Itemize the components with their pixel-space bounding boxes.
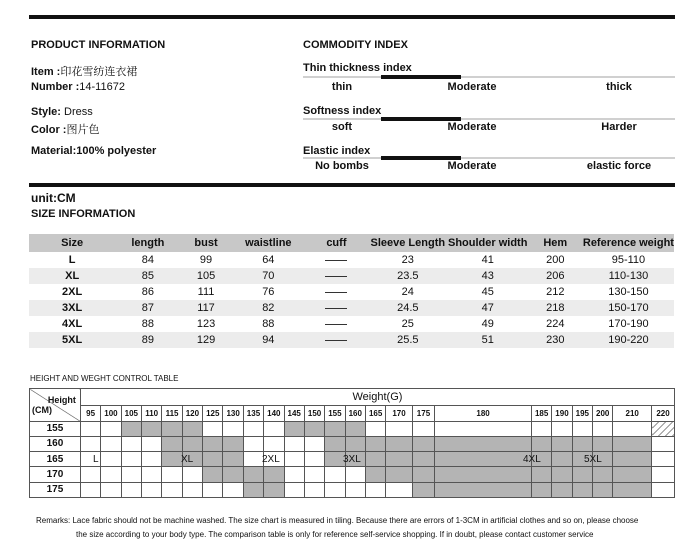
hw-cell <box>264 467 284 482</box>
hw-cell <box>325 436 345 451</box>
size-cell: 4XL <box>62 318 83 330</box>
hw-cell <box>243 467 263 482</box>
table-cell: 123 <box>196 318 216 330</box>
hw-cell <box>162 436 182 451</box>
table-row <box>29 268 674 284</box>
size-cell: 2XL <box>62 286 83 298</box>
weight-value: 210 <box>613 406 652 421</box>
weight-value: 110 <box>142 406 162 421</box>
height-value: 155 <box>30 421 81 436</box>
hw-cell <box>572 436 592 451</box>
item-value: 印花雪纺连衣裙 <box>60 66 138 78</box>
hw-cell <box>80 421 100 436</box>
hw-cell <box>531 467 551 482</box>
table-cell: 41 <box>481 254 494 266</box>
table-cell: 82 <box>232 300 305 316</box>
hw-cell <box>162 421 182 436</box>
weight-value: 200 <box>593 406 613 421</box>
hw-cell <box>613 452 652 467</box>
hw-cell <box>80 467 100 482</box>
hw-cell <box>365 421 385 436</box>
hw-cell <box>435 482 532 497</box>
size-cell: 5XL <box>29 332 115 348</box>
height-value: 170 <box>30 467 81 482</box>
table-cell: 23 <box>401 254 414 266</box>
table-cell: 25.5 <box>368 332 448 348</box>
weight-value: 115 <box>162 406 182 421</box>
col-header-hem: Hem <box>528 234 583 252</box>
zone-label-4xl: 4XL <box>523 454 541 465</box>
hw-cell <box>531 482 551 497</box>
height-value: 175 <box>30 482 81 497</box>
hw-cell <box>121 482 141 497</box>
height-header <box>30 389 81 422</box>
table-cell: 111 <box>197 286 215 298</box>
height-value: 165 <box>30 452 81 467</box>
hw-cell <box>435 436 532 451</box>
hw-cell <box>345 421 365 436</box>
elastic-title: Elastic index <box>303 145 371 157</box>
hw-cell <box>223 436 243 451</box>
weight-value: 95 <box>80 406 100 421</box>
material-text: Material:100% polyester <box>31 145 157 157</box>
hw-cell <box>652 467 675 482</box>
table-cell: 170-190 <box>608 318 649 330</box>
hw-cell <box>593 482 613 497</box>
table-cell: 23.5 <box>368 268 448 284</box>
hw-cell <box>365 436 385 451</box>
hw-cell <box>304 467 324 482</box>
hw-cell <box>572 467 592 482</box>
hw-cell <box>435 452 532 467</box>
hw-cell <box>203 421 223 436</box>
hw-cell <box>593 421 613 436</box>
hw-cell <box>435 467 532 482</box>
hw-cell <box>345 467 365 482</box>
zone-label-l: L <box>93 454 99 465</box>
hw-cell <box>121 467 141 482</box>
table-cell: 89 <box>115 332 180 348</box>
hw-cell <box>284 436 304 451</box>
number-label: Number : <box>31 81 80 93</box>
weight-value: 160 <box>345 406 365 421</box>
size-cell: XL <box>29 268 115 284</box>
hw-cell <box>243 421 263 436</box>
size-cell: L <box>68 254 76 266</box>
hw-cell <box>412 482 434 497</box>
section-divider <box>29 183 675 187</box>
hw-cell <box>412 452 434 467</box>
weight-header: Weight(G) <box>80 389 674 406</box>
product-info-heading: PRODUCT INFORMATION <box>31 39 166 51</box>
dash-placeholder <box>325 324 347 325</box>
hw-cell <box>80 482 100 497</box>
table-cell: 88 <box>141 318 154 330</box>
color-label: Color : <box>31 124 67 136</box>
table-row <box>29 252 674 268</box>
hw-cell <box>552 467 572 482</box>
hw-height-row <box>30 436 675 451</box>
col-header-sleeve-length: Sleeve Length <box>368 234 448 252</box>
hw-cell <box>613 436 652 451</box>
table-cell: 129 <box>180 332 231 348</box>
unit-label: unit:CM <box>31 191 76 205</box>
hw-cell <box>203 452 223 467</box>
color-row <box>31 121 99 137</box>
hw-cell <box>552 436 572 451</box>
softness-high-label: Harder <box>601 121 637 133</box>
hw-height-row <box>30 482 675 497</box>
dash-placeholder <box>325 292 347 293</box>
weight-value: 155 <box>325 406 345 421</box>
hw-cell <box>435 421 532 436</box>
color-value: 图片色 <box>66 124 100 136</box>
hw-cell <box>182 467 202 482</box>
hw-cell <box>162 452 182 467</box>
dash-placeholder <box>325 308 347 309</box>
number-row <box>31 81 125 93</box>
table-cell: 150-170 <box>583 300 674 316</box>
hw-cell <box>223 452 243 467</box>
hw-cell <box>593 467 613 482</box>
commodity-index-heading: COMMODITY INDEX <box>303 39 408 51</box>
table-cell: 45 <box>481 286 494 298</box>
hw-cell <box>284 452 304 467</box>
hw-cell <box>182 421 202 436</box>
table-cell: 49 <box>481 318 494 330</box>
hw-cell <box>572 482 592 497</box>
hw-cell <box>101 452 121 467</box>
hw-weight-values-row <box>30 406 675 421</box>
elastic-mid-label: Moderate <box>447 160 497 172</box>
height-value: 160 <box>30 436 81 451</box>
style-value: Dress <box>64 106 93 118</box>
table-cell: 24 <box>401 286 414 298</box>
hw-cell <box>304 452 324 467</box>
weight-value: 130 <box>223 406 243 421</box>
weight-value: 105 <box>121 406 141 421</box>
hw-cell <box>652 482 675 497</box>
thickness-high-label: thick <box>606 81 632 93</box>
table-cell: 95-110 <box>611 254 646 266</box>
col-header-cuff: cuff <box>305 234 368 252</box>
table-cell: 47 <box>448 300 528 316</box>
table-cell: 99 <box>199 254 213 266</box>
table-cell <box>305 252 368 268</box>
table-cell: 24.5 <box>368 300 448 316</box>
weight-value: 195 <box>572 406 592 421</box>
zone-label-xl: XL <box>181 454 194 465</box>
item-row <box>31 63 137 79</box>
weight-value: 145 <box>284 406 304 421</box>
hw-cell <box>223 467 243 482</box>
height-header-label: Height <box>47 394 76 405</box>
thickness-scale <box>303 76 675 78</box>
hw-cell <box>412 421 434 436</box>
hw-weight-title-row <box>30 389 675 406</box>
zone-label-5xl: 5XL <box>584 454 602 465</box>
dash-placeholder <box>325 340 347 341</box>
hw-cell <box>365 452 385 467</box>
table-cell: 86 <box>141 286 154 298</box>
hw-cell <box>284 421 304 436</box>
table-cell: 200 <box>546 254 565 266</box>
hw-cell <box>412 436 434 451</box>
hw-cell <box>613 421 652 436</box>
hw-cell <box>101 436 121 451</box>
hw-cell <box>121 452 141 467</box>
table-cell: 84 <box>141 254 154 266</box>
zone-label-3xl: 3XL <box>343 454 361 465</box>
weight-value: 125 <box>203 406 223 421</box>
zone-label-2xl: 2XL <box>262 454 280 465</box>
table-cell <box>305 300 368 316</box>
table-cell: 230 <box>528 332 583 348</box>
table-cell: 43 <box>448 268 528 284</box>
col-header-waistline: waistline <box>232 234 305 252</box>
hw-cell <box>552 421 572 436</box>
softness-scale <box>303 118 675 120</box>
hw-cell <box>552 452 572 467</box>
hw-height-row <box>30 421 675 436</box>
hw-cell <box>284 482 304 497</box>
hw-cell <box>386 482 412 497</box>
hw-cell <box>203 482 223 497</box>
table-cell: 110-130 <box>583 268 674 284</box>
weight-value: 180 <box>435 406 532 421</box>
weight-value: 150 <box>304 406 324 421</box>
hw-cell <box>345 436 365 451</box>
softness-mid-label: Moderate <box>447 121 497 133</box>
hw-cell <box>325 482 345 497</box>
table-cell: 117 <box>180 300 231 316</box>
dash-placeholder <box>325 260 347 261</box>
hw-height-row <box>30 467 675 482</box>
table-row <box>29 316 674 332</box>
hw-cell <box>304 421 324 436</box>
table-cell: 70 <box>232 268 305 284</box>
hw-cell <box>572 421 592 436</box>
dash-placeholder <box>325 276 347 277</box>
hw-cell <box>203 436 223 451</box>
hw-cell <box>121 421 141 436</box>
hw-cell <box>142 467 162 482</box>
table-cell <box>305 332 368 348</box>
weight-value: 120 <box>182 406 202 421</box>
thickness-mid-label: Moderate <box>447 81 497 93</box>
hw-cell <box>304 436 324 451</box>
col-header-size: Size <box>29 234 115 252</box>
hw-cell <box>593 436 613 451</box>
style-label: Style: <box>31 106 61 118</box>
hw-cell <box>121 436 141 451</box>
hw-table-title: HEIGHT AND WEGHT CONTROL TABLE <box>30 374 179 383</box>
weight-value: 135 <box>243 406 263 421</box>
weight-value: 140 <box>264 406 284 421</box>
hw-cell <box>223 482 243 497</box>
hw-cell <box>162 467 182 482</box>
hw-cell <box>101 467 121 482</box>
hw-cell <box>304 482 324 497</box>
thickness-title: Thin thickness index <box>303 62 412 74</box>
hw-cell <box>652 436 675 451</box>
table-cell: 76 <box>262 286 275 298</box>
remarks-line-2: the size according to your body type. The comparison table is only for reference self-service shopping. If in doubt, please contact customer service <box>76 530 594 539</box>
table-row <box>29 300 674 316</box>
table-cell: 190-220 <box>583 332 674 348</box>
hw-cell <box>652 452 675 467</box>
softness-title: Softness index <box>303 105 382 117</box>
elastic-high-label: elastic force <box>586 160 652 172</box>
table-cell: 51 <box>448 332 528 348</box>
table-cell <box>305 316 368 332</box>
hw-cell <box>284 467 304 482</box>
weight-value: 100 <box>101 406 121 421</box>
height-unit-label: (CM) <box>32 404 52 415</box>
size-table-header <box>29 234 674 252</box>
col-header-shoulder-width: Shoulder width <box>448 234 528 252</box>
hw-cell <box>203 467 223 482</box>
size-table <box>29 234 674 348</box>
hw-cell <box>531 421 551 436</box>
weight-value: 185 <box>531 406 551 421</box>
table-cell <box>305 284 368 300</box>
weight-value: 220 <box>652 406 675 421</box>
weight-value: 170 <box>386 406 412 421</box>
table-cell: 87 <box>115 300 180 316</box>
hw-table <box>29 388 675 498</box>
hw-cell <box>345 482 365 497</box>
hw-cell <box>613 482 652 497</box>
thickness-low-label: thin <box>331 81 353 93</box>
hw-cell <box>325 467 345 482</box>
hw-cell <box>142 421 162 436</box>
hw-cell <box>325 421 345 436</box>
hw-cell <box>386 452 412 467</box>
hw-cell <box>243 482 263 497</box>
hw-cell <box>552 482 572 497</box>
elastic-low-label: No bombs <box>315 160 369 172</box>
thickness-marker <box>381 75 461 79</box>
hw-cell <box>243 436 263 451</box>
softness-low-label: soft <box>331 121 353 133</box>
hw-cell <box>365 467 385 482</box>
col-header-length: length <box>115 234 180 252</box>
table-cell: 94 <box>232 332 305 348</box>
style-row <box>31 106 93 118</box>
hw-cell <box>264 421 284 436</box>
table-cell: 212 <box>546 286 565 298</box>
table-cell: 64 <box>262 254 275 266</box>
weight-value: 175 <box>412 406 434 421</box>
hw-cell <box>652 421 675 436</box>
hw-cell <box>365 482 385 497</box>
table-cell: 25 <box>401 318 414 330</box>
hw-cell <box>264 482 284 497</box>
hw-cell <box>613 467 652 482</box>
hw-cell <box>386 421 412 436</box>
table-cell: 88 <box>262 318 275 330</box>
table-cell: 218 <box>528 300 583 316</box>
hw-cell <box>412 467 434 482</box>
table-cell: 105 <box>180 268 231 284</box>
col-header-reference-weight: Reference weight <box>583 234 674 252</box>
table-cell: 224 <box>546 318 565 330</box>
hw-cell <box>223 421 243 436</box>
hw-cell <box>386 436 412 451</box>
top-divider <box>29 15 675 19</box>
size-info-heading: SIZE INFORMATION <box>31 208 136 220</box>
hw-cell <box>386 467 412 482</box>
table-cell <box>305 268 368 284</box>
hw-cell <box>531 436 551 451</box>
size-cell: 3XL <box>29 300 115 316</box>
table-row <box>29 284 674 300</box>
table-row <box>29 332 674 348</box>
hw-cell <box>142 452 162 467</box>
remarks-line-1: Remarks: Lace fabric should not be machine washed. The size chart is measured in tiling. Because there are errors of 1-3CM in artificial clothes and so on, please choose <box>36 516 639 525</box>
hw-cell <box>182 436 202 451</box>
hw-cell <box>80 436 100 451</box>
weight-value: 190 <box>552 406 572 421</box>
hw-cell <box>101 421 121 436</box>
table-cell: 206 <box>528 268 583 284</box>
item-label: Item : <box>31 66 61 78</box>
table-cell: 130-150 <box>608 286 649 298</box>
weight-value: 165 <box>365 406 385 421</box>
elastic-scale <box>303 157 675 159</box>
table-cell: 85 <box>115 268 180 284</box>
hw-cell <box>162 482 182 497</box>
hw-cell <box>243 452 263 467</box>
hw-cell <box>142 436 162 451</box>
col-header-bust: bust <box>180 234 231 252</box>
hw-cell <box>182 482 202 497</box>
hw-cell <box>101 482 121 497</box>
hw-cell <box>264 436 284 451</box>
number-value: 14-11672 <box>79 81 125 93</box>
hw-cell <box>142 482 162 497</box>
